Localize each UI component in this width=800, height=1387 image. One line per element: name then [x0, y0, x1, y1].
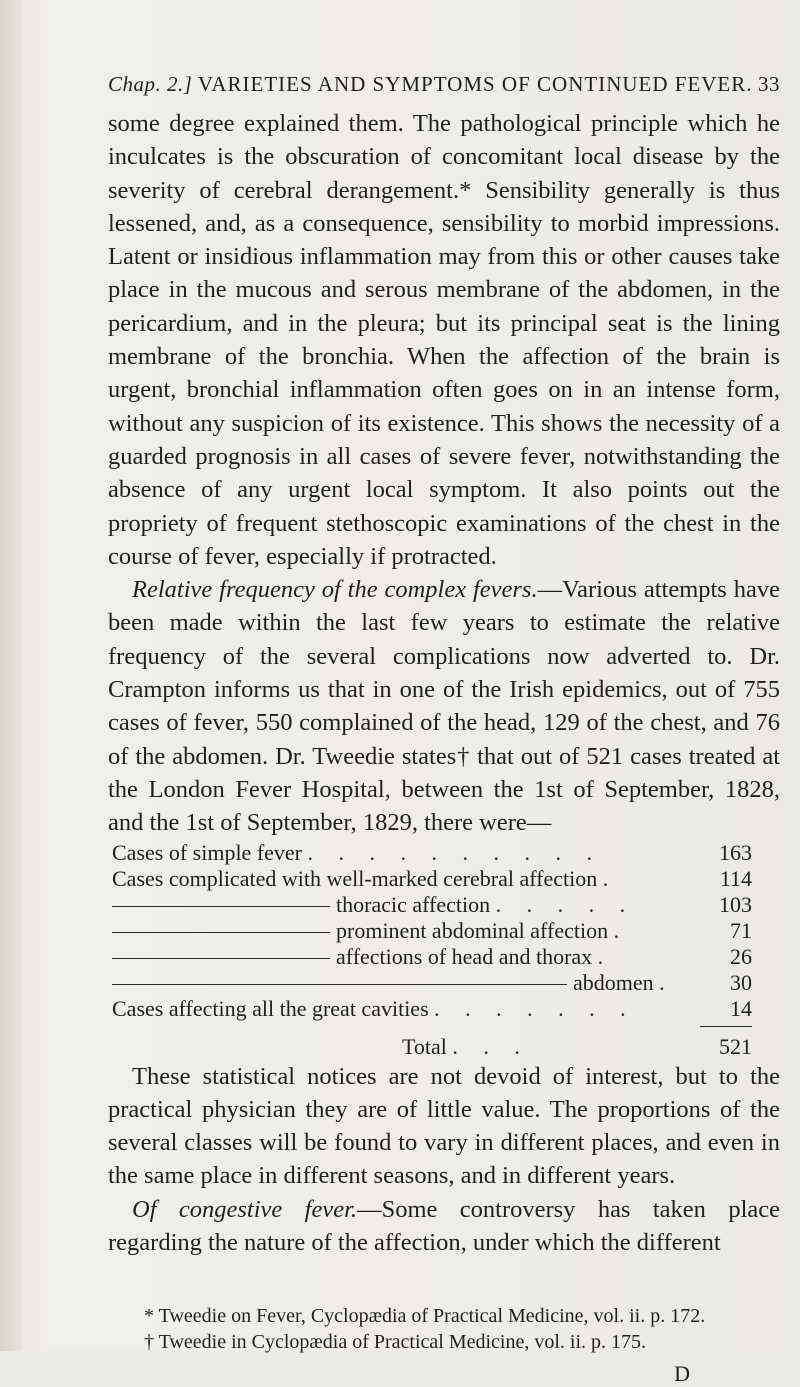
table-total-value: 521 [692, 1022, 752, 1060]
table-row-label: Cases of simple fever . . . . . . . . . . [112, 839, 602, 865]
table-total-row [112, 1022, 752, 1060]
table-row [112, 866, 752, 892]
paragraph-congestive-fever [108, 1193, 780, 1260]
section-heading-congestive-fever: Of congestive fever. [132, 1195, 358, 1223]
paragraph-congestive-fever-text: —Some controversy has taken place regarding the nature of the affection, under which the different [108, 1195, 780, 1257]
table-row [112, 918, 752, 944]
footnote: † Tweedie in Cyclopædia of Practical Medicine, vol. ii. p. 175. [144, 1331, 647, 1354]
table-row [112, 996, 752, 1022]
table-row-value: 26 [730, 943, 752, 969]
table-total-label: Total . . . [402, 1033, 530, 1059]
ditto-rule [112, 932, 330, 933]
table-row-label: affections of head and thorax . [112, 944, 692, 970]
table-row-value: 14 [730, 995, 752, 1021]
table-row-value: 114 [719, 865, 752, 891]
page-number: 33 [758, 72, 780, 96]
ditto-rule [112, 984, 567, 985]
page-content [108, 72, 780, 1387]
table-row [112, 892, 752, 918]
table-row-value: 163 [719, 839, 752, 865]
page-edge-shadow [0, 0, 22, 1351]
table-row-label: abdomen . [112, 970, 692, 996]
table-row [112, 944, 752, 970]
table-row-value: 30 [730, 969, 752, 995]
table-row-label: thoracic affection . . . . . [112, 892, 692, 918]
section-heading-relative-frequency: Relative frequency of the complex fevers. [132, 576, 538, 604]
footnotes [108, 1303, 780, 1355]
running-head [108, 72, 780, 97]
paragraph-latent-inflammation: some degree explained them. The pathological principle which he inculcates is the obscuration of concomitant local disease by the severity of cerebral derangement.* Sensibility generally is thus lessened, and, as a consequence, sensibility to morbid impressions. Latent or insidious inflammation may from this or other causes take place in the mucous and serous membrane of the abdomen, in the pericardium, and in the pleura; but its principal seat is the lining membrane of the bronchia. When the affection of the brain is urgent, bronchial inflammation often goes on in an intense form, without any suspicion of its existence. This shows the necessity of a guarded prognosis in all cases of severe fever, notwithstanding the absence of any urgent local symptom. It also points out the propriety of frequent stethoscopic examinations of the chest in the course of fever, especially if protracted. [108, 110, 780, 570]
table-row-label: prominent abdominal affection . [112, 918, 692, 944]
running-title: VARIETIES AND SYMPTOMS OF CONTINUED FEVER. [197, 72, 753, 96]
chapter-label: Chap. 2.] [108, 72, 193, 96]
table-row-label: Cases affecting all the great cavities . . . . . . . [112, 995, 636, 1021]
table-row-value: 103 [719, 891, 752, 917]
paragraph-statistical-notices: These statistical notices are not devoid of interest, but to the practical physician they are of little value. The proportions of the several classes will be found to vary in different places, and even in the same place in different seasons, and in different years. [108, 1062, 780, 1190]
table-row [112, 970, 752, 996]
signature-mark: D [674, 1361, 690, 1387]
table-row-value: 71 [730, 917, 752, 943]
paragraph-relative-frequency-text: —Various attempts have been made within the last few years to estimate the relative frequency of the several complications now adverted to. Dr. Crampton informs us that in one of the Irish epidemics, out of 755 cases of fever, 550 complained of the head, 129 of the chest, and 76 of the abdomen. Dr. Tweedie states† that out of 521 cases treated at the London Fever Hospital, between the 1st of September, 1828, and the 1st of September, 1829, there were— [108, 576, 780, 837]
ditto-rule [112, 906, 330, 907]
footnote: * Tweedie on Fever, Cyclopædia of Practical Medicine, vol. ii. p. 172. [144, 1305, 706, 1328]
table-row [112, 840, 752, 866]
fever-statistics-table [112, 840, 752, 1060]
ditto-rule [112, 958, 330, 959]
paragraph-relative-frequency [108, 573, 780, 839]
table-row-label: Cases complicated with well-marked cerebral affection . [112, 865, 619, 891]
